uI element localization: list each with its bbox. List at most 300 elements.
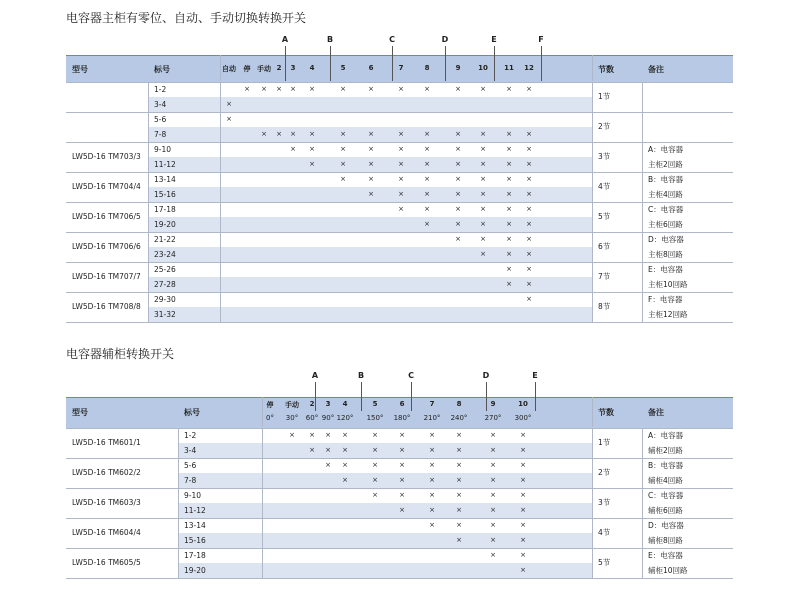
table1-position-label: 自动 — [222, 65, 236, 73]
table2-mark: × — [490, 476, 496, 484]
table1-letter-tick — [445, 46, 446, 81]
table2-mark: × — [372, 431, 378, 439]
table1-note: 主柜6回路 — [648, 220, 683, 229]
table1-mark: × — [506, 145, 512, 153]
table1-header-divider — [220, 55, 221, 81]
table2-note: B：电容器 — [648, 461, 684, 470]
table1-section: 2节 — [598, 122, 611, 131]
table1-mark: × — [340, 145, 346, 153]
table1-note: 主柜2回路 — [648, 160, 683, 169]
table2-degree-label: 270° — [484, 414, 502, 422]
table1-mark: × — [368, 85, 374, 93]
table2-mark: × — [456, 506, 462, 514]
table2-position-label: 9 — [490, 400, 496, 408]
table2-letter-b: B — [357, 371, 365, 380]
table2-mark: × — [490, 521, 496, 529]
table1-mark: × — [368, 175, 374, 183]
table1-mark: × — [455, 85, 461, 93]
table1-position-label: 3 — [290, 64, 296, 72]
table1-model: LW5D-16 TM707/7 — [72, 272, 141, 281]
table2-mark: × — [490, 506, 496, 514]
table1-row-label: 13-14 — [154, 175, 176, 184]
table1-model: LW5D-16 TM703/3 — [72, 152, 141, 161]
table1-row-label: 21-22 — [154, 235, 176, 244]
table1-mark: × — [424, 145, 430, 153]
table2-mark: × — [520, 461, 526, 469]
table1-group-line — [66, 202, 733, 203]
table1-mark: × — [424, 205, 430, 213]
table1-section: 7节 — [598, 272, 611, 281]
table2-degree-label: 0° — [266, 414, 274, 422]
table1-mark: × — [368, 145, 374, 153]
table1-mark: × — [506, 280, 512, 288]
table1-mark: × — [526, 295, 532, 303]
table2-section: 4节 — [598, 528, 611, 537]
table1-mark: × — [526, 205, 532, 213]
table1-letter-c: C — [389, 35, 395, 44]
table2-mark: × — [520, 566, 526, 574]
table1-position-label: 9 — [455, 64, 461, 72]
table1-mark: × — [290, 145, 296, 153]
table2-mark: × — [429, 431, 435, 439]
table2-section: 1节 — [598, 438, 611, 447]
table2-title: 电容器辅柜转换开关 — [66, 347, 175, 361]
table2-mark: × — [490, 491, 496, 499]
table2-mark: × — [309, 431, 315, 439]
table2-section: 3节 — [598, 498, 611, 507]
table1-mark: × — [526, 175, 532, 183]
table2-mark: × — [490, 551, 496, 559]
table1-model: LW5D-16 TM706/6 — [72, 242, 141, 251]
table1-letter-b: B — [326, 35, 334, 44]
table1-group-line — [66, 142, 733, 143]
table1-header-notes: 备注 — [648, 65, 664, 74]
table1-note: 主柜12回路 — [648, 310, 688, 319]
table1-mark: × — [276, 85, 282, 93]
table2-header-divider — [262, 397, 263, 427]
table1-mark: × — [480, 145, 486, 153]
table1-note: B：电容器 — [648, 175, 684, 184]
table2-row — [178, 533, 592, 548]
table1-row-label: 3-4 — [154, 100, 167, 109]
table1-header-divider — [592, 55, 593, 81]
table1-position-label: 5 — [340, 64, 346, 72]
table1-mark: × — [480, 235, 486, 243]
table1-mark: × — [506, 175, 512, 183]
table2-mark: × — [456, 491, 462, 499]
table2-mark: × — [520, 521, 526, 529]
table2-row-label: 7-8 — [184, 476, 197, 485]
table2-model: LW5D-16 TM601/1 — [72, 438, 141, 447]
table1-row-label: 11-12 — [154, 160, 176, 169]
table2-header-sections: 节数 — [598, 408, 614, 417]
table2-grid-line — [642, 428, 643, 578]
table1-section: 4节 — [598, 182, 611, 191]
table1-position-label: 手动 — [257, 65, 271, 73]
table2-mark: × — [342, 461, 348, 469]
table2-letter-d: D — [482, 371, 490, 380]
table2-mark: × — [325, 446, 331, 454]
table1-letter-d: D — [441, 35, 449, 44]
table1-mark: × — [506, 265, 512, 273]
table1-mark: × — [226, 115, 232, 123]
table2-group-line — [66, 428, 733, 429]
table1-mark: × — [480, 205, 486, 213]
table2-mark: × — [520, 476, 526, 484]
table2-mark: × — [309, 446, 315, 454]
table1-letter-e: E — [491, 35, 497, 44]
table1-row-label: 27-28 — [154, 280, 176, 289]
table2-position-label: 6 — [399, 400, 405, 408]
table1-letter-tick — [285, 46, 286, 81]
table2-mark: × — [490, 536, 496, 544]
table1-mark: × — [506, 250, 512, 258]
table2-row — [178, 443, 592, 458]
table1-mark: × — [398, 85, 404, 93]
table1-mark: × — [526, 265, 532, 273]
table2-header-model: 型号 — [72, 408, 88, 417]
table1-mark: × — [455, 205, 461, 213]
table2-row — [178, 458, 592, 473]
table1-mark: × — [290, 85, 296, 93]
table2-note: 辅柜4回路 — [648, 476, 683, 485]
table2-row — [178, 473, 592, 488]
table2-mark: × — [456, 461, 462, 469]
table2-degree-label: 120° — [336, 414, 354, 422]
table1-mark: × — [526, 85, 532, 93]
table1-row — [148, 307, 592, 322]
table2-row-label: 13-14 — [184, 521, 206, 530]
table1-mark: × — [480, 130, 486, 138]
table1-position-label: 12 — [524, 64, 534, 72]
table2-model: LW5D-16 TM604/4 — [72, 528, 141, 537]
table1-letter-tick — [330, 46, 331, 81]
table2-row-label: 3-4 — [184, 446, 197, 455]
table1-mark: × — [455, 160, 461, 168]
table1-header-mark: 标号 — [154, 65, 170, 74]
table1-mark: × — [480, 85, 486, 93]
table1-position-label: 2 — [276, 64, 282, 72]
table2-position-label: 10 — [518, 400, 528, 408]
table1-section: 6节 — [598, 242, 611, 251]
table1-mark: × — [290, 130, 296, 138]
table1-position-label: 7 — [398, 64, 404, 72]
table1-mark: × — [309, 145, 315, 153]
table1-mark: × — [309, 160, 315, 168]
table2-mark: × — [456, 521, 462, 529]
table1-mark: × — [506, 85, 512, 93]
table2-letter-e: E — [532, 371, 538, 380]
table1-mark: × — [424, 190, 430, 198]
table2-position-label: 8 — [456, 400, 462, 408]
table1-section: 8节 — [598, 302, 611, 311]
table2-row — [178, 518, 592, 533]
table2-model: LW5D-16 TM605/5 — [72, 558, 141, 567]
table2-note: E：电容器 — [648, 551, 683, 560]
table2-mark: × — [325, 431, 331, 439]
table1-mark: × — [506, 220, 512, 228]
table2-letter-tick — [361, 382, 362, 411]
table1-mark: × — [506, 130, 512, 138]
table1-header-model: 型号 — [72, 65, 88, 74]
table1-mark: × — [455, 175, 461, 183]
table2-note: 辅柜8回路 — [648, 536, 683, 545]
table1-mark: × — [424, 160, 430, 168]
table2-mark: × — [429, 461, 435, 469]
table2-degree-label: 30° — [285, 414, 299, 422]
table1-model: LW5D-16 TM708/8 — [72, 302, 141, 311]
table1-model: LW5D-16 TM704/4 — [72, 182, 141, 191]
table2-position-label: 3 — [325, 400, 331, 408]
table1-mark: × — [398, 205, 404, 213]
table2-group-line — [66, 548, 733, 549]
table1-note: E：电容器 — [648, 265, 683, 274]
table2-mark: × — [325, 461, 331, 469]
table2-header-notes: 备注 — [648, 408, 664, 417]
table1-mark: × — [506, 160, 512, 168]
table2-row-label: 11-12 — [184, 506, 206, 515]
table2-mark: × — [456, 446, 462, 454]
table1-note: F：电容器 — [648, 295, 683, 304]
table1-mark: × — [506, 205, 512, 213]
table1-mark: × — [526, 160, 532, 168]
table1-title: 电容器主柜有零位、自动、手动切换转换开关 — [66, 11, 307, 25]
table1-row-label: 29-30 — [154, 295, 176, 304]
table2-mark: × — [520, 506, 526, 514]
table2-mark: × — [429, 521, 435, 529]
table1-mark: × — [526, 220, 532, 228]
table1-mark: × — [526, 130, 532, 138]
table1-mark: × — [455, 220, 461, 228]
table2-mark: × — [429, 506, 435, 514]
table2-row — [178, 563, 592, 578]
table1-mark: × — [398, 145, 404, 153]
table2-mark: × — [456, 536, 462, 544]
table2-mark: × — [520, 551, 526, 559]
table2-letter-a: A — [311, 371, 319, 380]
table1-group-line — [66, 172, 733, 173]
table1-mark: × — [526, 250, 532, 258]
table1-row-label: 31-32 — [154, 310, 176, 319]
table2-mark: × — [399, 431, 405, 439]
table2-position-label: 7 — [429, 400, 435, 408]
table2-mark: × — [372, 491, 378, 499]
table2-note: C：电容器 — [648, 491, 684, 500]
table2-row-label: 5-6 — [184, 461, 197, 470]
table1-letter-tick — [494, 46, 495, 81]
table1-row-label: 1-2 — [154, 85, 167, 94]
table2-mark: × — [490, 431, 496, 439]
table1-mark: × — [340, 130, 346, 138]
table2-mark: × — [490, 446, 496, 454]
table2-degree-label: 90° — [321, 414, 335, 422]
table2-mark: × — [372, 461, 378, 469]
table2-mark: × — [399, 461, 405, 469]
table1-mark: × — [261, 130, 267, 138]
table2-row — [178, 428, 592, 443]
table1-section: 1节 — [598, 92, 611, 101]
table2-group-line — [66, 518, 733, 519]
table1-position-label: 6 — [368, 64, 374, 72]
table1-mark: × — [309, 85, 315, 93]
table2-position-label: 手动 — [285, 401, 299, 409]
table2-letter-tick — [315, 382, 316, 411]
table2-note: A：电容器 — [648, 431, 684, 440]
table2-grid-line — [592, 428, 593, 578]
table2-degree-label: 210° — [423, 414, 441, 422]
table2-degree-label: 60° — [305, 414, 319, 422]
table1-mark: × — [480, 160, 486, 168]
table1-position-label: 11 — [504, 64, 514, 72]
table1-group-line — [66, 262, 733, 263]
table1-mark: × — [480, 175, 486, 183]
table2-row-label: 17-18 — [184, 551, 206, 560]
table1-row-label: 9-10 — [154, 145, 172, 154]
table2-note: 辅柜10回路 — [648, 566, 688, 575]
table2-mark: × — [372, 446, 378, 454]
table2-row-label: 19-20 — [184, 566, 206, 575]
table2-mark: × — [520, 431, 526, 439]
table1-mark: × — [506, 235, 512, 243]
table1-note: D：电容器 — [648, 235, 684, 244]
table2-degree-label: 180° — [393, 414, 411, 422]
table1-note: 主柜4回路 — [648, 190, 683, 199]
table1-note: C：电容器 — [648, 205, 684, 214]
table1-row-label: 23-24 — [154, 250, 176, 259]
table1-position-label: 4 — [309, 64, 315, 72]
table1-note: A：电容器 — [648, 145, 684, 154]
table2-letter-tick — [486, 382, 487, 411]
table2-grid-line — [262, 428, 263, 578]
table1-mark: × — [309, 130, 315, 138]
table2-header-mark: 标号 — [184, 408, 200, 417]
table1-row-label: 17-18 — [154, 205, 176, 214]
table2-mark: × — [520, 491, 526, 499]
table2-section: 2节 — [598, 468, 611, 477]
table1-position-label: 8 — [424, 64, 430, 72]
table2-mark: × — [429, 491, 435, 499]
table1-row-label: 25-26 — [154, 265, 176, 274]
table1-mark: × — [276, 130, 282, 138]
table2-mark: × — [399, 506, 405, 514]
table2-mark: × — [456, 476, 462, 484]
table1-mark: × — [526, 145, 532, 153]
table2-mark: × — [399, 491, 405, 499]
table1-group-line — [66, 82, 733, 83]
table2-degree-label: 150° — [366, 414, 384, 422]
table2-row — [178, 503, 592, 518]
table2-note: D：电容器 — [648, 521, 684, 530]
table1-mark: × — [398, 175, 404, 183]
table2-note: 辅柜6回路 — [648, 506, 683, 515]
table2-mark: × — [520, 446, 526, 454]
table2-model: LW5D-16 TM602/2 — [72, 468, 141, 477]
table2-degree-label: 300° — [514, 414, 532, 422]
table1-mark: × — [480, 220, 486, 228]
table1-mark: × — [261, 85, 267, 93]
table1-mark: × — [340, 160, 346, 168]
table1-mark: × — [226, 100, 232, 108]
table2-note: 辅柜2回路 — [648, 446, 683, 455]
table2-position-label: 4 — [342, 400, 348, 408]
table2-model: LW5D-16 TM603/3 — [72, 498, 141, 507]
table2-row-label: 1-2 — [184, 431, 197, 440]
table2-position-label: 停 — [266, 401, 274, 409]
table2-mark: × — [520, 536, 526, 544]
table1-letter-a: A — [281, 35, 289, 44]
table2-grid-line — [178, 428, 179, 578]
table1-section: 5节 — [598, 212, 611, 221]
table1-letter-tick — [392, 46, 393, 81]
table1-group-line — [66, 322, 733, 323]
table2-mark: × — [342, 431, 348, 439]
table1-group-line — [66, 112, 733, 113]
table2-degree-label: 240° — [450, 414, 468, 422]
table1-mark: × — [244, 85, 250, 93]
table1-mark: × — [506, 190, 512, 198]
table2-mark: × — [399, 476, 405, 484]
table1-mark: × — [398, 130, 404, 138]
table1-note: 主柜8回路 — [648, 250, 683, 259]
table2-group-line — [66, 488, 733, 489]
table1-mark: × — [480, 190, 486, 198]
table2-mark: × — [342, 476, 348, 484]
table1-row — [148, 97, 592, 112]
table2-mark: × — [429, 476, 435, 484]
table1-model: LW5D-16 TM706/5 — [72, 212, 141, 221]
table1-mark: × — [340, 85, 346, 93]
table1-row-label: 5-6 — [154, 115, 167, 124]
table1-mark: × — [455, 190, 461, 198]
table2-mark: × — [372, 476, 378, 484]
table2-group-line — [66, 578, 733, 579]
table1-mark: × — [455, 145, 461, 153]
table2-mark: × — [490, 461, 496, 469]
table1-mark: × — [424, 175, 430, 183]
table2-mark: × — [342, 446, 348, 454]
table1-position-label: 10 — [478, 64, 488, 72]
table2-position-label: 5 — [372, 400, 378, 408]
table1-header-sections: 节数 — [598, 65, 614, 74]
table1-mark: × — [526, 235, 532, 243]
table1-row-label: 19-20 — [154, 220, 176, 229]
table2-row-label: 9-10 — [184, 491, 202, 500]
table1-mark: × — [455, 235, 461, 243]
table1-section: 3节 — [598, 152, 611, 161]
table2-row — [178, 488, 592, 503]
table1-mark: × — [368, 160, 374, 168]
table1-mark: × — [398, 160, 404, 168]
table1-mark: × — [368, 190, 374, 198]
table1-group-line — [66, 292, 733, 293]
table2-mark: × — [456, 431, 462, 439]
table1-mark: × — [424, 130, 430, 138]
table1-mark: × — [526, 280, 532, 288]
table1-mark: × — [340, 175, 346, 183]
table1-mark: × — [455, 130, 461, 138]
table1-position-label: 停 — [243, 65, 251, 73]
table1-letter-tick — [541, 46, 542, 81]
table2-row-label: 15-16 — [184, 536, 206, 545]
table1-mark: × — [398, 190, 404, 198]
table1-mark: × — [526, 190, 532, 198]
table2-letter-c: C — [408, 371, 414, 380]
table2-row — [178, 548, 592, 563]
table1-mark: × — [368, 130, 374, 138]
table1-group-line — [66, 232, 733, 233]
table1-mark: × — [480, 250, 486, 258]
table2-mark: × — [399, 446, 405, 454]
